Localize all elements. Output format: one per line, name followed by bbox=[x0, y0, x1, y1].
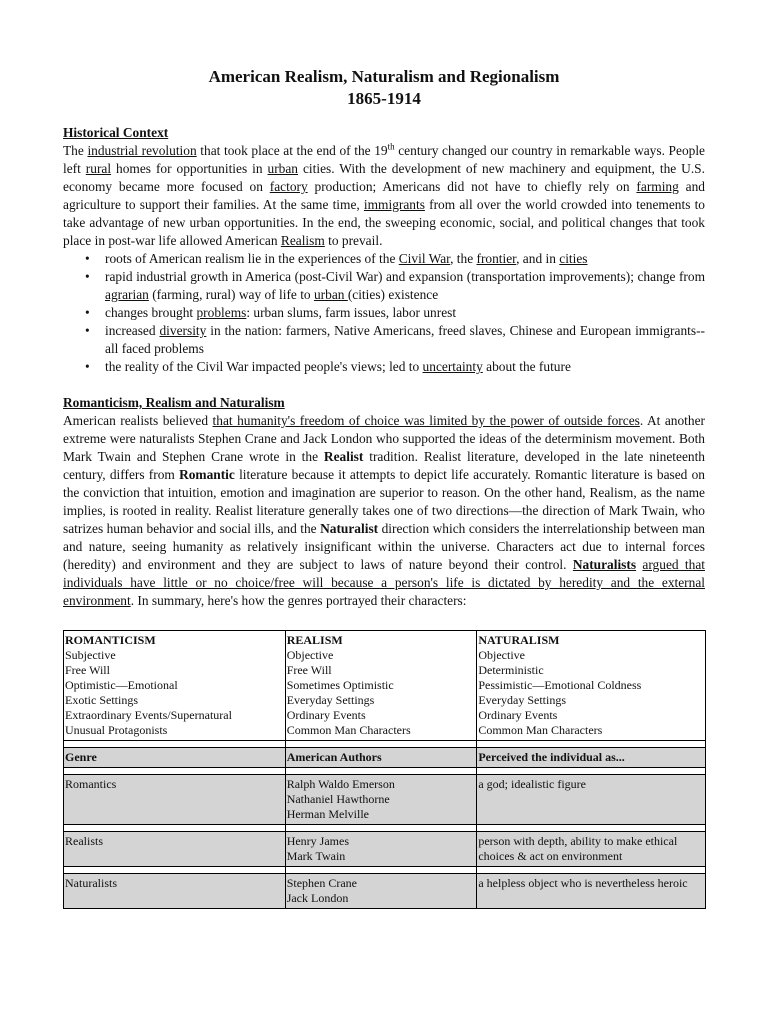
table-row bbox=[64, 775, 706, 825]
table-cell: Ralph Waldo Emerson Nathaniel Hawthorne Herman Melville bbox=[285, 775, 477, 825]
table-cell: Stephen Crane Jack London bbox=[285, 874, 477, 909]
table-cell: Realists bbox=[64, 832, 286, 867]
list-item: • changes brought problems: urban slums, farm issues, labor unrest bbox=[85, 305, 457, 320]
term-immigrants: immigrants bbox=[363, 197, 425, 212]
list-item: • increased diversity in the nation: farmers, Native Americans, freed slaves, Chinese and European immigrants--all faced problems bbox=[85, 323, 705, 356]
bullet-icon: • bbox=[85, 323, 90, 338]
term-urban: urban bbox=[267, 161, 299, 176]
table-row bbox=[64, 631, 706, 741]
genre-comparison-table bbox=[63, 630, 706, 909]
table-cell: Romantics bbox=[64, 775, 286, 825]
table-cell: a helpless object who is nevertheless heroic bbox=[477, 874, 706, 909]
table-cell: REALISM Objective Free Will Sometimes Optimistic Everyday Settings Ordinary Events Common Man Characters bbox=[285, 631, 477, 741]
term-factory: factory bbox=[269, 179, 308, 194]
bullet-icon: • bbox=[85, 359, 90, 374]
historical-context-paragraph: The industrial revolution that took place at the end of the 19th century changed our country in remarkable ways. People left rural homes for opportunities in urban cities. With the development of new machinery and equipment, the U.S. economy became more focused on factory production; Americans did not have to chiefly rely on farming and agriculture to support their families. At the same time, immigrants from all over the world crowded into tenements to take advantage of new urban opportunities. In the end, the sweeping economic, social, and political changes that took place in post-war life allowed American Realism to prevail. bbox=[63, 141, 706, 248]
column-header: American Authors bbox=[285, 748, 477, 768]
term-rural: rural bbox=[85, 161, 112, 176]
bullet-icon: • bbox=[85, 305, 90, 320]
table-cell: NATURALISM Objective Deterministic Pessimistic—Emotional Coldness Everyday Settings Ordinary Events Common Man Characters bbox=[477, 631, 706, 741]
table-cell: Naturalists bbox=[64, 874, 286, 909]
table-cell: person with depth, ability to make ethical choices & act on environment bbox=[477, 832, 706, 867]
list-item: • the reality of the Civil War impacted people's views; led to uncertainty about the future bbox=[85, 359, 571, 374]
table-row bbox=[64, 874, 706, 909]
term-realism: Realism bbox=[280, 233, 325, 248]
column-header: Genre bbox=[64, 748, 286, 768]
document-date-range: 1865-1914 bbox=[347, 89, 421, 108]
list-item: • roots of American realism lie in the experiences of the Civil War, the frontier, and in cities bbox=[85, 251, 588, 266]
document-title: American Realism, Naturalism and Regionalism bbox=[208, 67, 560, 86]
column-header: Perceived the individual as... bbox=[477, 748, 706, 768]
table-cell: a god; idealistic figure bbox=[477, 775, 706, 825]
table-cell: ROMANTICISM Subjective Free Will Optimistic—Emotional Exotic Settings Extraordinary Events/Supernatural Unusual Protagonists bbox=[64, 631, 286, 741]
term-industrial-revolution: industrial revolution bbox=[87, 143, 197, 158]
term-farming: farming bbox=[636, 179, 679, 194]
table-header-row bbox=[64, 748, 706, 768]
romanticism-realism-naturalism-paragraph: American realists believed that humanity's freedom of choice was limited by the power of outside forces. At another extreme were naturalists Stephen Crane and Jack London who supported the ideas of the determinism movement. Both Mark Twain and Stephen Crane wrote in the Realist tradition. Realist literature, developed in the late nineteenth century, differs from Romantic literature because it attempts to depict life accurately. Romantic literature is based on the conviction that intuition, emotion and imagination are superior to reason. On the other hand, Realism, as the name implies, is rooted in reality. Realist literature generally takes one of two directions—the direction of Mark Twain, who satrizes human behavior and social ills, and the Naturalist direction which considers the interrelationship between man and nature, seeing humanity as relatively insignificant within the universe. Characters act due to internal forces (heredity) and environment and they are subject to laws of nature beyond their control. Naturalists argued that individuals have little or no choice/free will because a person's life is dictated by heredity and the external environment. In summary, here's how the genres portrayed their characters: bbox=[63, 413, 705, 608]
bullet-icon: • bbox=[85, 251, 90, 266]
bullet-icon: • bbox=[85, 269, 90, 284]
romanticism-realism-naturalism-heading: Romanticism, Realism and Naturalism bbox=[63, 395, 285, 410]
context-bullet-list bbox=[63, 250, 705, 376]
list-item: • rapid industrial growth in America (post-Civil War) and expansion (transportation improvements); change from agrarian (farming, rural) way of life to urban (cities) existence bbox=[85, 269, 705, 302]
historical-context-heading: Historical Context bbox=[63, 125, 169, 140]
table-row bbox=[64, 832, 706, 867]
table-cell: Henry James Mark Twain bbox=[285, 832, 477, 867]
